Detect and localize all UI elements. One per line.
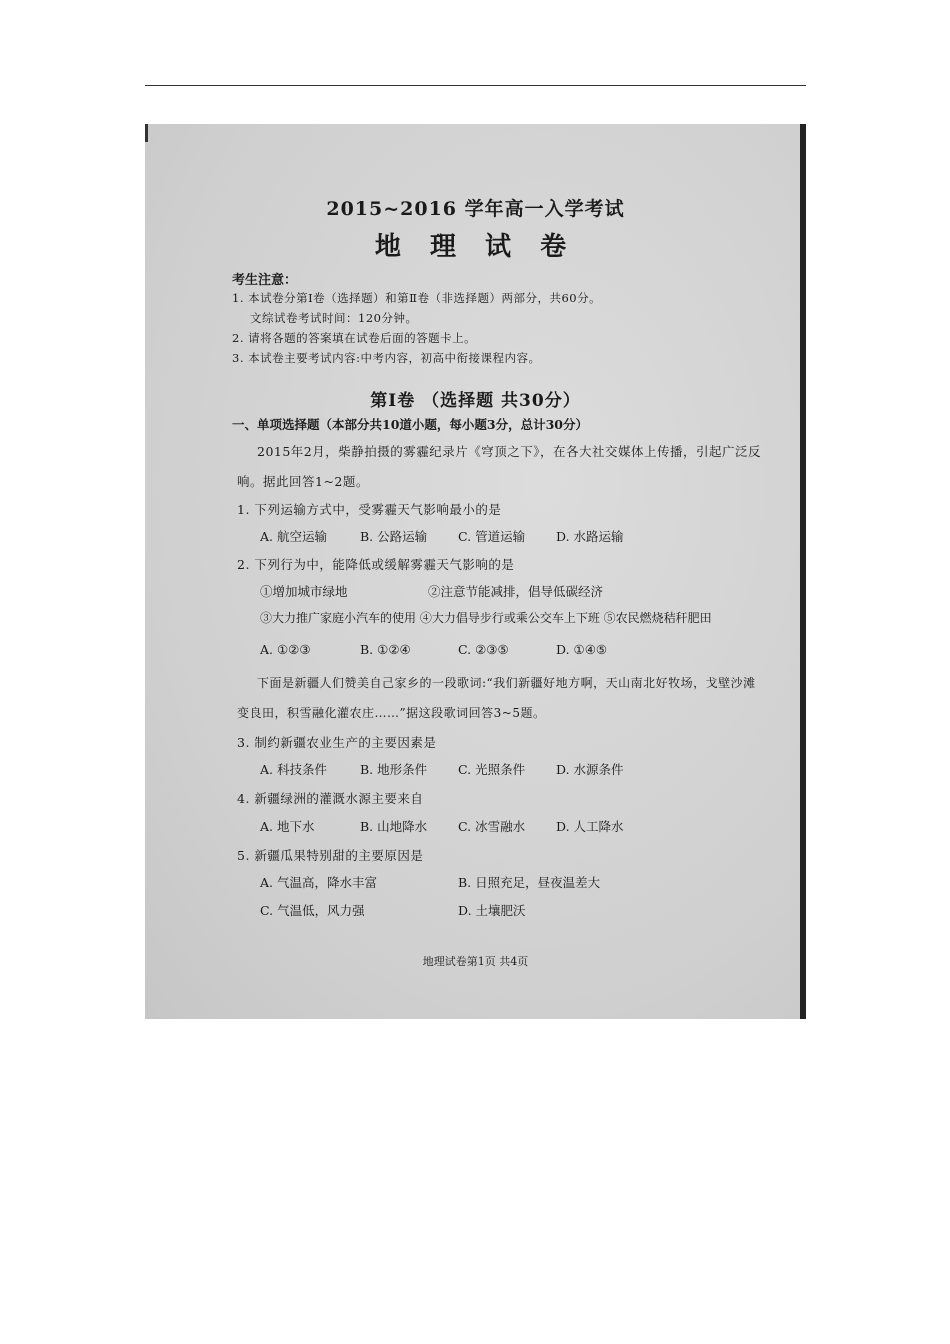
notice-item: 3. 本试卷主要考试内容:中考内容，初高中衔接课程内容。 bbox=[232, 351, 541, 365]
scan-edge-mark bbox=[145, 124, 148, 142]
question-option: A. 航空运输 bbox=[260, 529, 327, 544]
question-stem: 4. 新疆绿洲的灌溉水源主要来自 bbox=[237, 791, 424, 806]
exam-subject: 地 理 试 卷 bbox=[374, 232, 577, 262]
question-option: D. ①④⑤ bbox=[556, 642, 608, 657]
question-option: C. 管道运输 bbox=[458, 529, 526, 544]
question-option: D. 水路运输 bbox=[556, 529, 624, 544]
question-option: B. 山地降水 bbox=[360, 819, 428, 834]
notice-heading: 考生注意： bbox=[232, 273, 298, 288]
header-rule bbox=[145, 85, 806, 86]
question-stem: 5. 新疆瓜果特别甜的主要原因是 bbox=[237, 848, 424, 863]
question-option: A. ①②③ bbox=[260, 642, 311, 657]
notice-item: 文综试卷考试时间：120分钟。 bbox=[250, 311, 418, 325]
passage-line: 变良田，积雪融化灌农庄……”据这段歌词回答3~5题。 bbox=[237, 706, 546, 720]
question-option: D. 水源条件 bbox=[556, 762, 624, 777]
question-stem: 2. 下列行为中，能降低或缓解雾霾天气影响的是 bbox=[237, 557, 515, 572]
question-option: D. 土壤肥沃 bbox=[458, 903, 526, 918]
question-statement: ①增加城市绿地 bbox=[260, 584, 348, 599]
question-option: A. 气温高，降水丰富 bbox=[260, 875, 377, 890]
question-option: A. 科技条件 bbox=[260, 762, 327, 777]
question-stem: 1. 下列运输方式中，受雾霾天气影响最小的是 bbox=[237, 502, 502, 517]
scanned-exam-page bbox=[145, 124, 806, 1019]
question-option: C. 光照条件 bbox=[458, 762, 526, 777]
question-option: C. ②③⑤ bbox=[458, 642, 509, 657]
passage-line: 2015年2月，柴静拍摄的雾霾纪录片《穹顶之下》，在各大社交媒体上传播，引起广泛反 bbox=[257, 444, 762, 459]
question-option: C. 冰雪融水 bbox=[458, 819, 526, 834]
question-option: D. 人工降水 bbox=[556, 819, 624, 834]
question-option: B. 地形条件 bbox=[360, 762, 428, 777]
question-option: C. 气温低，风力强 bbox=[260, 903, 365, 918]
passage-line: 响。据此回答1~2题。 bbox=[237, 474, 369, 489]
question-statement: ③大力推广家庭小汽车的使用 ④大力倡导步行或乘公交车上下班 ⑤农民燃烧秸秆肥田 bbox=[260, 611, 712, 625]
question-option: B. 公路运输 bbox=[360, 529, 428, 544]
question-option: A. 地下水 bbox=[260, 819, 315, 834]
notice-item: 2. 请将各题的答案填在试卷后面的答题卡上。 bbox=[232, 331, 477, 345]
exam-title: 2015~2016 学年高一入学考试 bbox=[326, 198, 625, 220]
question-option: B. ①②④ bbox=[360, 642, 411, 657]
notice-item: 1. 本试卷分第Ⅰ卷（选择题）和第Ⅱ卷（非选择题）两部分，共60分。 bbox=[232, 291, 602, 305]
question-option: B. 日照充足，昼夜温差大 bbox=[458, 875, 601, 890]
part-heading: 一、单项选择题（本部分共10道小题，每小题3分，总计30分） bbox=[232, 417, 588, 432]
passage-line: 下面是新疆人们赞美自己家乡的一段歌词:“我们新疆好地方啊，天山南北好牧场，戈壁沙滩 bbox=[257, 676, 756, 690]
question-statement: ②注意节能减排，倡导低碳经济 bbox=[428, 584, 604, 599]
page-footer: 地理试卷第1页 共4页 bbox=[422, 955, 529, 968]
section-title: 第Ⅰ卷 （选择题 共30分） bbox=[370, 391, 581, 411]
question-stem: 3. 制约新疆农业生产的主要因素是 bbox=[237, 735, 437, 750]
